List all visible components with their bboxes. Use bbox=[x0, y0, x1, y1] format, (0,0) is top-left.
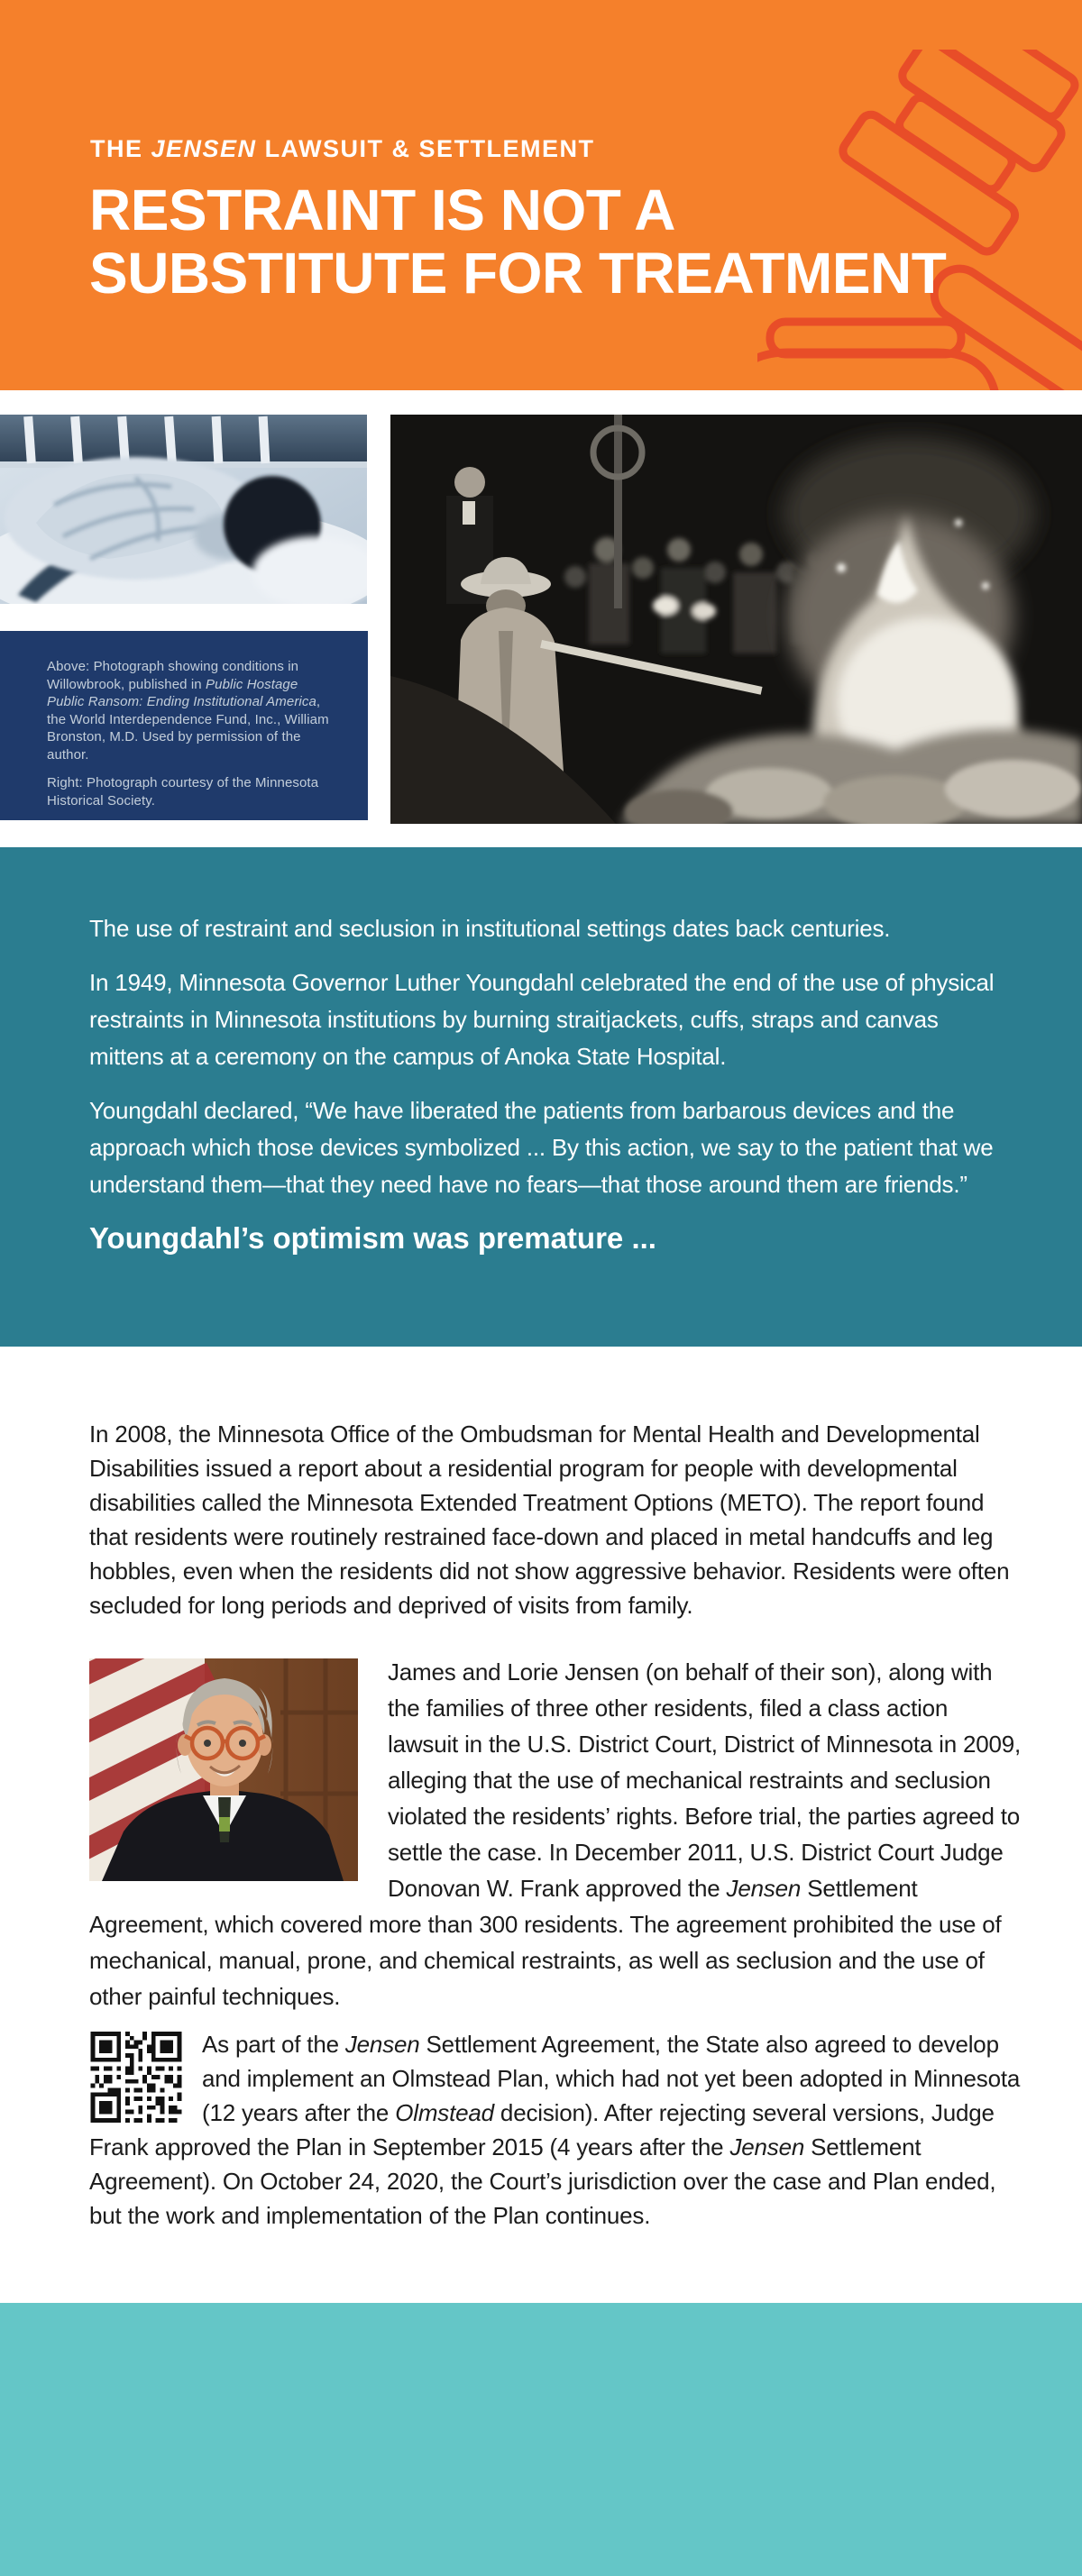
caption-above: Above: Photograph showing conditions in Willowbrook, published in Public Hostage Public Ransom: Ending Institutional America, the World Interdependence Fund, Inc., William Bronston, M.D. Used by permission of the author. bbox=[47, 659, 329, 763]
history-paragraph-3: Youngdahl declared, “We have liberated the patients from barbarous devices and the approach which those devices symbolized ... By this action, we say to the patient that we understand them—that they need have no fears—that those around them are friends.” bbox=[89, 1097, 994, 1198]
photo-caption-box bbox=[0, 631, 368, 820]
willowbrook-photo bbox=[0, 415, 367, 604]
lawsuit-paragraph-2 bbox=[89, 1654, 1022, 2014]
lawsuit-section bbox=[0, 1347, 1082, 2303]
photo-strip bbox=[0, 415, 1082, 824]
hero-header bbox=[0, 0, 1082, 390]
history-section bbox=[0, 847, 1082, 1347]
lawsuit-paragraph-2-text: James and Lorie Jensen (on behalf of their son), along with the families of three other residents, filed a class action lawsuit in the U.S. District Court, District of Minnesota in 2009, alleging that the use of mechanical restraints and seclusion violated the residents’ rights. Before trial, the parties agreed to settle the case. In December 2011, U.S. District Court Judge Donovan W. Frank approved the Jensen Settlement Agreement, which covered more than 300 residents. The agreement prohibited the use of mechanical, manual, prone, and chemical restraints, as well as seclusion and the use of other painful techniques. bbox=[89, 1658, 1022, 2010]
history-heading: Youngdahl’s optimism was premature ... bbox=[89, 1221, 656, 1255]
page-title-line-1: RESTRAINT IS NOT A bbox=[89, 178, 675, 242]
lawsuit-paragraph-3 bbox=[89, 2027, 1022, 2233]
page-title bbox=[89, 178, 946, 305]
hero-kicker: THE JENSEN LAWSUIT & SETTLEMENT bbox=[90, 135, 595, 162]
qr-code bbox=[89, 2032, 183, 2123]
footer-band bbox=[0, 2303, 1082, 2576]
history-paragraph-1: The use of restraint and seclusion in institutional settings dates back centuries. bbox=[89, 915, 891, 942]
page-title-line-2: SUBSTITUTE FOR TREATMENT bbox=[89, 241, 947, 306]
judge-frank-photo bbox=[89, 1658, 358, 1881]
bonfire-photo bbox=[390, 415, 1082, 824]
history-paragraph-2: In 1949, Minnesota Governor Luther Youngdahl celebrated the end of the use of physical restraints in Minnesota institutions by burning straitjackets, cuffs, straps and canvas mittens at a ceremony on the campus of Anoka State Hospital. bbox=[89, 969, 995, 1070]
lawsuit-paragraph-1: In 2008, the Minnesota Office of the Ombudsman for Mental Health and Developmental Disabilities issued a report about a residential program for people with developmental disabilities called the Minnesota Extended Treatment Options (METO). The report found that residents were routinely restrained face-down and placed in metal handcuffs and leg hobbles, even when the residents did not show aggressive behavior. Residents were often secluded for long periods and deprived of visits from family. bbox=[89, 1420, 1010, 1619]
lawsuit-paragraph-3-text: As part of the Jensen Settlement Agreement, the State also agreed to develop and implement an Olmstead Plan, which had not yet been adopted in Minnesota (12 years after the Olmstead decision). After rejecting several versions, Judge Frank approved the Plan in September 2015 (4 years after the Jensen Settlement Agreement). On October 24, 2020, the Court’s jurisdiction over the case and Plan ended, but the work and implementation of the Plan continues. bbox=[89, 2031, 1021, 2229]
caption-right: Right: Photograph courtesy of the Minnesota Historical Society. bbox=[47, 775, 319, 808]
